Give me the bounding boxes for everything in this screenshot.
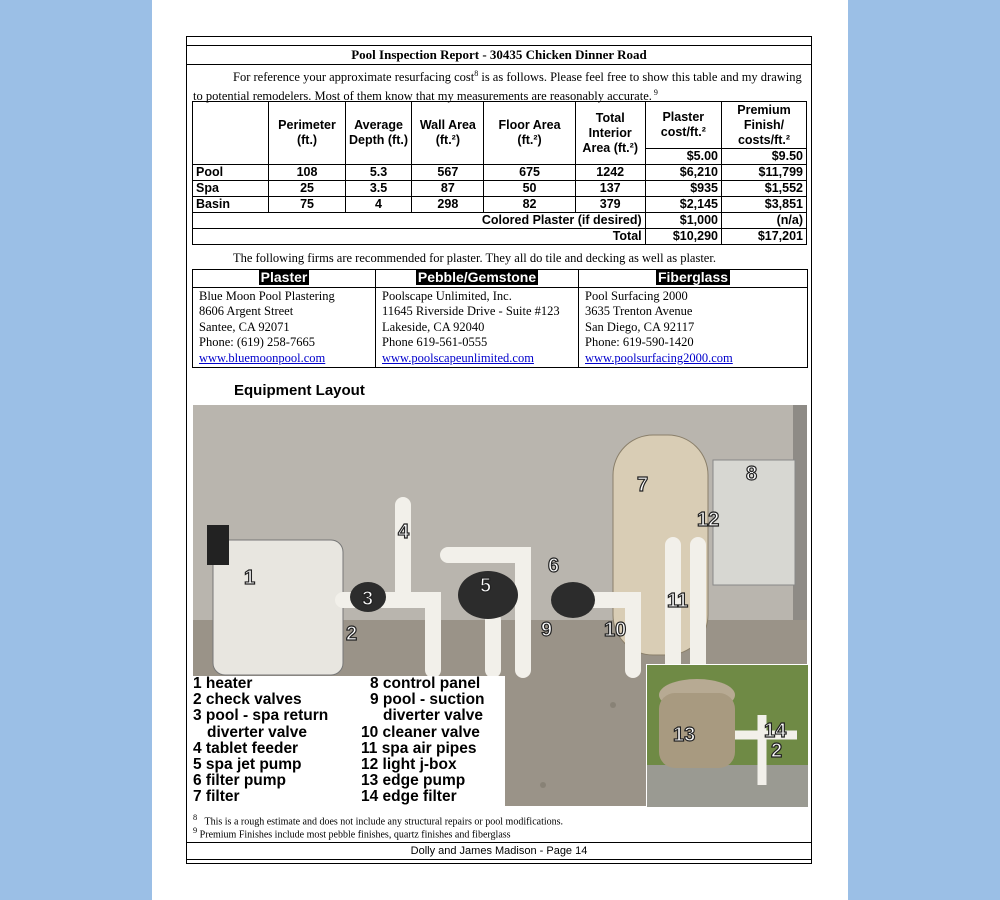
intro-paragraph bbox=[193, 66, 809, 104]
heading-label: Plaster bbox=[260, 269, 308, 285]
photo-label-7: 7 bbox=[637, 474, 649, 496]
photo-label-2: 2 bbox=[346, 623, 358, 645]
total-label: Total bbox=[193, 229, 646, 245]
table-cell: 567 bbox=[412, 165, 484, 181]
equipment-layout-heading: Equipment Layout bbox=[234, 382, 365, 399]
photo-label-8: 8 bbox=[746, 463, 758, 485]
firm-heading-fiberglass bbox=[579, 270, 808, 288]
heater-shape bbox=[213, 540, 343, 675]
table-cell: 50 bbox=[484, 181, 575, 197]
left-margin bbox=[0, 0, 152, 900]
firm-street: 11645 Riverside Drive - Suite #123 bbox=[382, 304, 560, 318]
legend-item: 1 heater bbox=[193, 675, 253, 692]
firm-card bbox=[579, 287, 808, 368]
firm-name: Poolscape Unlimited, Inc. bbox=[382, 288, 512, 303]
firm-website-link[interactable]: www.poolscapeunlimited.com bbox=[382, 350, 534, 365]
cost-table-header-row bbox=[193, 102, 807, 149]
header-premium-cost: Premium Finish/ costs/ft.² bbox=[722, 102, 807, 149]
firms-table bbox=[192, 269, 808, 368]
header-floor-area: Floor Area (ft.²) bbox=[484, 102, 575, 165]
plaster-unit-cost: $5.00 bbox=[645, 149, 721, 165]
table-cell: $935 bbox=[645, 181, 721, 197]
legend-item: 9 pool - suction bbox=[370, 691, 485, 709]
intro-text-2: is as follows. Please feel free to show this table and my drawing to potential remodelers. Most of them know that my measurements are reasonably accurate. bbox=[193, 70, 802, 104]
footnote-text: Premium Finishes include most pebble finishes, quartz finishes and fiberglass bbox=[199, 829, 511, 841]
footnote-number: 9 bbox=[193, 826, 198, 835]
firm-card bbox=[376, 287, 579, 368]
firm-phone: Phone: (619) 258-7665 bbox=[199, 335, 315, 349]
firm-name: Blue Moon Pool Plastering bbox=[199, 288, 335, 303]
table-cell: 82 bbox=[484, 197, 575, 213]
table-cell: $11,799 bbox=[722, 165, 807, 181]
legend-item: 2 check valves bbox=[193, 691, 302, 709]
firm-name: Pool Surfacing 2000 bbox=[585, 288, 688, 303]
legend-item: 4 tablet feeder bbox=[193, 739, 299, 757]
legend-column-left bbox=[193, 676, 328, 806]
row-label: Basin bbox=[193, 197, 269, 213]
firm-card bbox=[193, 287, 376, 368]
photo-label-10: 10 bbox=[604, 619, 627, 641]
footnote-text: This is a rough estimate and does not include any structural repairs or pool modifications. bbox=[204, 816, 564, 828]
legend-column-right bbox=[361, 676, 485, 806]
legend-item: 11 spa air pipes bbox=[361, 739, 477, 757]
firm-website-link[interactable]: www.bluemoonpool.com bbox=[199, 350, 326, 365]
heading-label: Pebble/Gemstone bbox=[417, 269, 537, 285]
inset-label-13: 13 bbox=[673, 724, 696, 746]
footnote-9 bbox=[193, 825, 511, 841]
legend-item: diverter valve bbox=[207, 723, 307, 741]
colored-plaster-cost: $1,000 bbox=[645, 213, 721, 229]
legend-item: 6 filter pump bbox=[193, 772, 287, 790]
firm-city: Lakeside, CA 92040 bbox=[382, 319, 485, 334]
header-total-area: Total Interior Area (ft.²) bbox=[575, 102, 645, 165]
header-avg-depth: Average Depth (ft.) bbox=[345, 102, 412, 165]
photo-label-9: 9 bbox=[541, 619, 553, 641]
table-cell: 87 bbox=[412, 181, 484, 197]
legend-item: diverter valve bbox=[383, 707, 483, 725]
footnote-ref-8: 8 bbox=[474, 69, 479, 78]
intro-text-1: For reference your approximate resurfacing cost bbox=[233, 70, 475, 85]
firm-city: San Diego, CA 92117 bbox=[585, 319, 695, 334]
legend-item: 3 pool - spa return bbox=[193, 707, 329, 725]
firm-phone: Phone: 619-590-1420 bbox=[585, 335, 694, 349]
photo-label-4: 4 bbox=[398, 521, 410, 543]
firm-city: Santee, CA 92071 bbox=[199, 319, 290, 334]
table-cell: 298 bbox=[412, 197, 484, 213]
firms-heading-row bbox=[193, 270, 808, 288]
resurfacing-cost-table bbox=[192, 101, 807, 245]
photo-label-5: 5 bbox=[480, 575, 492, 597]
report-title: Pool Inspection Report - 30435 Chicken Dinner Road bbox=[186, 45, 812, 65]
right-margin bbox=[848, 0, 1000, 900]
firm-website-link[interactable]: www.poolsurfacing2000.com bbox=[585, 350, 733, 365]
photo-label-6: 6 bbox=[548, 555, 560, 577]
photo-label-3: 3 bbox=[362, 588, 374, 610]
footnote-number: 8 bbox=[193, 813, 198, 822]
table-cell: 137 bbox=[575, 181, 645, 197]
table-cell: 75 bbox=[269, 197, 345, 213]
firm-street: 3635 Trenton Avenue bbox=[585, 304, 693, 318]
row-label: Pool bbox=[193, 165, 269, 181]
table-cell: $1,552 bbox=[722, 181, 807, 197]
table-cell: 675 bbox=[484, 165, 575, 181]
photo-label-11: 11 bbox=[667, 590, 689, 612]
legend-item: 14 edge filter bbox=[361, 788, 457, 806]
heading-label: Fiberglass bbox=[657, 269, 729, 285]
firms-detail-row bbox=[193, 287, 808, 368]
header-blank bbox=[193, 102, 269, 165]
table-cell: 5.3 bbox=[345, 165, 412, 181]
legend-item: 13 edge pump bbox=[361, 772, 466, 790]
header-perimeter: Perimeter (ft.) bbox=[269, 102, 345, 165]
colored-plaster-label: Colored Plaster (if desired) bbox=[193, 213, 646, 229]
premium-unit-cost: $9.50 bbox=[722, 149, 807, 165]
table-row bbox=[193, 165, 807, 181]
legend-item: 12 light j-box bbox=[361, 756, 457, 774]
row-label: Spa bbox=[193, 181, 269, 197]
firms-intro: The following firms are recommended for plaster. They all do tile and decking as well as plaster. bbox=[233, 251, 716, 265]
table-cell: 379 bbox=[575, 197, 645, 213]
inset-label-2: 2 bbox=[771, 740, 783, 762]
firm-heading-plaster bbox=[193, 270, 376, 288]
table-row bbox=[193, 197, 807, 213]
total-premium: $17,201 bbox=[722, 229, 807, 245]
header-wall-area: Wall Area (ft.²) bbox=[412, 102, 484, 165]
legend-item: 5 spa jet pump bbox=[193, 756, 302, 774]
firm-phone: Phone 619-561-0555 bbox=[382, 335, 488, 349]
header-plaster-cost: Plaster cost/ft.² bbox=[645, 102, 721, 149]
firm-street: 8606 Argent Street bbox=[199, 304, 294, 318]
table-cell: 3.5 bbox=[345, 181, 412, 197]
table-cell: 4 bbox=[345, 197, 412, 213]
table-cell: $2,145 bbox=[645, 197, 721, 213]
table-cell: 1242 bbox=[575, 165, 645, 181]
legend-item: 8 control panel bbox=[370, 675, 481, 692]
firm-heading-pebble bbox=[376, 270, 579, 288]
legend-item: 7 filter bbox=[193, 788, 240, 806]
table-cell: $3,851 bbox=[722, 197, 807, 213]
table-cell: 108 bbox=[269, 165, 345, 181]
equipment-legend bbox=[193, 676, 505, 806]
footnote-ref-9: 9 bbox=[651, 88, 658, 98]
legend-item: 10 cleaner valve bbox=[361, 723, 480, 741]
total-plaster: $10,290 bbox=[645, 229, 721, 245]
photo-label-1: 1 bbox=[244, 567, 256, 589]
colored-premium-cost: (n/a) bbox=[722, 213, 807, 229]
photo-label-12: 12 bbox=[697, 509, 720, 531]
total-row bbox=[193, 229, 807, 245]
inset-label-14: 14 bbox=[764, 720, 787, 742]
table-row bbox=[193, 181, 807, 197]
table-cell: $6,210 bbox=[645, 165, 721, 181]
colored-plaster-row bbox=[193, 213, 807, 229]
page-footer: Dolly and James Madison - Page 14 bbox=[186, 842, 812, 860]
table-cell: 25 bbox=[269, 181, 345, 197]
